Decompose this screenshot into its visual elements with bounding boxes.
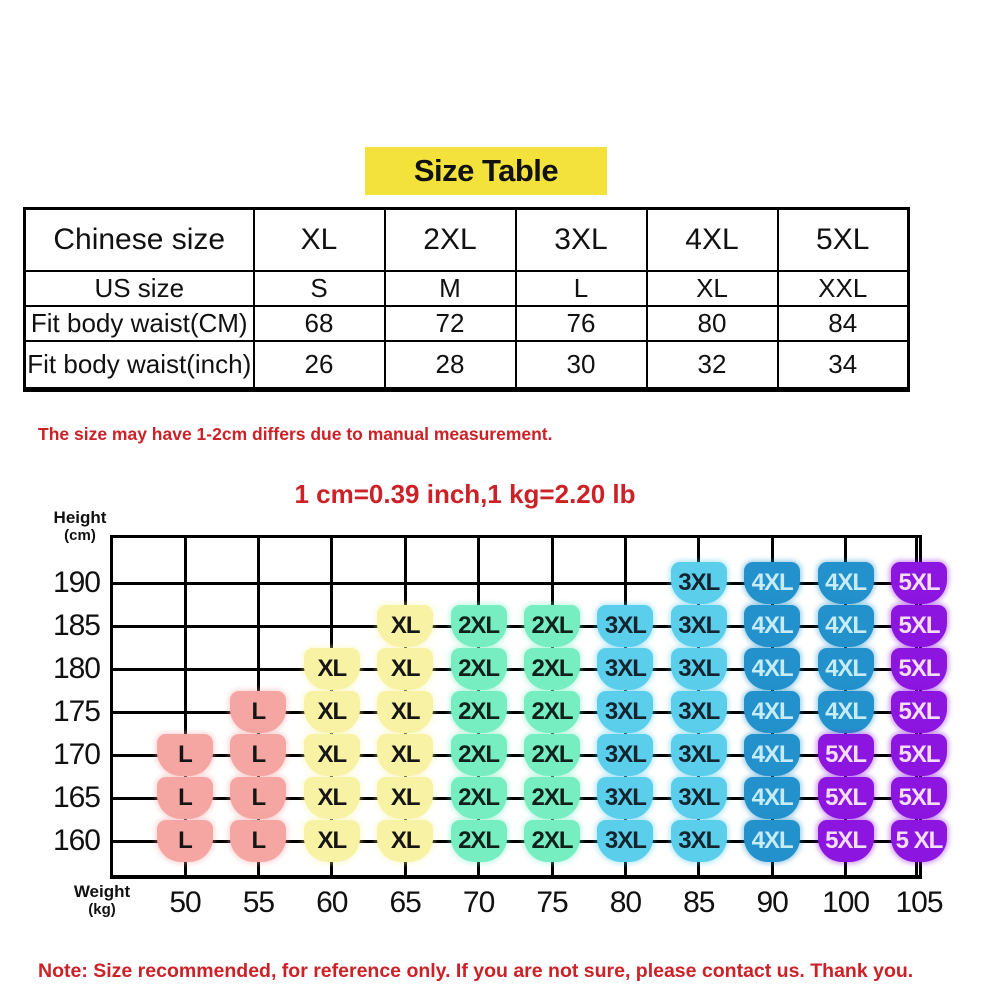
height-axis-title-text: Height [53, 508, 107, 527]
size-badge: XL [304, 734, 360, 776]
size-badge: L [230, 777, 286, 819]
size-badge: 5XL [818, 734, 874, 776]
size-badge: 2XL [451, 820, 507, 862]
y-tick-label: 190 [52, 566, 100, 599]
chart-grid [110, 535, 943, 879]
size-badge: XL [304, 820, 360, 862]
y-tick-label: 165 [52, 781, 100, 814]
size-badge: 4XL [818, 691, 874, 733]
size-badge: L [230, 734, 286, 776]
x-tick-label: 75 [536, 886, 568, 919]
y-tick-label: 175 [52, 695, 100, 728]
table-row [25, 209, 909, 272]
table-cell: 80 [647, 306, 778, 341]
table-cell: S [254, 271, 385, 306]
table-cell: 34 [778, 341, 909, 390]
row-label: Fit body waist(inch) [25, 341, 254, 390]
size-badge: XL [304, 691, 360, 733]
table-cell: XL [647, 271, 778, 306]
height-axis-unit: (cm) [64, 526, 96, 544]
x-tick-label: 60 [316, 886, 348, 919]
size-badge: 4XL [744, 691, 800, 733]
x-tick-label: 55 [242, 886, 275, 919]
x-tick-label: 65 [389, 886, 421, 919]
table-cell: 26 [254, 341, 385, 390]
measurement-note: The size may have 1-2cm differs due to manual measurement. [38, 424, 553, 444]
size-badge: 3XL [597, 820, 653, 862]
table-cell: 2XL [385, 209, 516, 272]
table-row [25, 306, 909, 341]
weight-axis-title [60, 883, 144, 918]
size-badge: 2XL [451, 648, 507, 690]
size-table [23, 207, 910, 392]
size-badge: 3XL [671, 648, 727, 690]
table-cell: 3XL [516, 209, 647, 272]
table-cell: XXL [778, 271, 909, 306]
size-badge: 4XL [818, 648, 874, 690]
bottom-note: Note: Size recommended, for reference only. If you are not sure, please contact us. Thank you. [38, 960, 914, 982]
size-badge: 3XL [671, 734, 727, 776]
size-badge: 3XL [597, 691, 653, 733]
size-badge: 4XL [744, 648, 800, 690]
table-cell: 4XL [647, 209, 778, 272]
row-label: US size [25, 271, 254, 306]
y-tick-label: 160 [52, 824, 100, 857]
size-badge: 3XL [597, 605, 653, 647]
row-label: Fit body waist(CM) [25, 306, 254, 341]
size-badge: 4XL [744, 605, 800, 647]
size-badge: 2XL [451, 777, 507, 819]
x-tick-label: 50 [169, 886, 201, 919]
size-badge: 5XL [891, 605, 947, 647]
page-title: Size Table [413, 153, 559, 188]
x-tick-label: 70 [462, 886, 495, 919]
table-row [25, 271, 909, 306]
size-badge: 2XL [451, 691, 507, 733]
table-cell: M [385, 271, 516, 306]
size-badge: L [157, 777, 213, 819]
y-tick-label: 185 [52, 609, 100, 642]
size-badge: 3XL [597, 777, 653, 819]
size-badge: 5XL [891, 734, 947, 776]
size-badge: XL [377, 648, 433, 690]
size-badge: 5XL [891, 691, 947, 733]
size-badge: 4XL [744, 562, 800, 604]
size-badge: 2XL [524, 820, 580, 862]
size-chart [0, 505, 1000, 950]
table-cell: L [516, 271, 647, 306]
x-tick-label: 80 [609, 886, 642, 919]
size-badge: 4XL [744, 777, 800, 819]
y-tick-label: 170 [52, 738, 100, 771]
table-cell: 68 [254, 306, 385, 341]
x-tick-label: 105 [895, 886, 943, 919]
size-badge: XL [377, 691, 433, 733]
weight-axis-unit: (kg) [88, 900, 116, 918]
size-badge: 4XL [744, 820, 800, 862]
size-badge: XL [304, 648, 360, 690]
size-badge: 3XL [671, 820, 727, 862]
size-badge: 5XL [818, 820, 874, 862]
title-banner [365, 147, 607, 195]
size-badge: 3XL [597, 734, 653, 776]
size-badge: XL [377, 820, 433, 862]
size-badge: 2XL [524, 777, 580, 819]
size-badge: 5XL [891, 777, 947, 819]
size-badge: 2XL [524, 691, 580, 733]
size-badge: XL [377, 777, 433, 819]
size-badge: 5XL [891, 562, 947, 604]
size-badge: 3XL [671, 777, 727, 819]
x-tick-label: 100 [822, 886, 870, 919]
size-badge: 5 XL [891, 820, 947, 862]
size-badge: 3XL [671, 691, 727, 733]
size-badge: 4XL [818, 605, 874, 647]
size-badge: 2XL [524, 734, 580, 776]
table-cell: 30 [516, 341, 647, 390]
size-badge: 3XL [671, 605, 727, 647]
size-badge: 3XL [597, 648, 653, 690]
size-badge: L [230, 691, 286, 733]
size-badge: L [230, 820, 286, 862]
size-badge: L [157, 734, 213, 776]
y-tick-label: 180 [52, 652, 100, 685]
row-label: Chinese size [25, 209, 254, 272]
x-tick-label: 90 [756, 886, 788, 919]
size-badge: XL [304, 777, 360, 819]
size-badge: 2XL [451, 605, 507, 647]
table-cell: 32 [647, 341, 778, 390]
table-cell: 76 [516, 306, 647, 341]
size-badge: 2XL [524, 648, 580, 690]
size-badge: 5XL [891, 648, 947, 690]
conversion-note: 1 cm=0.39 inch,1 kg=2.20 lb [294, 479, 636, 509]
size-badge: 4XL [744, 734, 800, 776]
table-cell: 72 [385, 306, 516, 341]
x-tick-label: 85 [683, 886, 715, 919]
table-cell: 28 [385, 341, 516, 390]
size-badge: XL [377, 605, 433, 647]
size-badge: 5XL [818, 777, 874, 819]
table-row [25, 341, 909, 390]
table-cell: 5XL [778, 209, 909, 272]
weight-axis-title-text: Weight [73, 882, 131, 901]
size-badge: 4XL [818, 562, 874, 604]
size-badge: L [157, 820, 213, 862]
size-badge: XL [377, 734, 433, 776]
size-badge: 3XL [671, 562, 727, 604]
size-badge: 2XL [524, 605, 580, 647]
size-badge: 2XL [451, 734, 507, 776]
table-cell: 84 [778, 306, 909, 341]
table-cell: XL [254, 209, 385, 272]
